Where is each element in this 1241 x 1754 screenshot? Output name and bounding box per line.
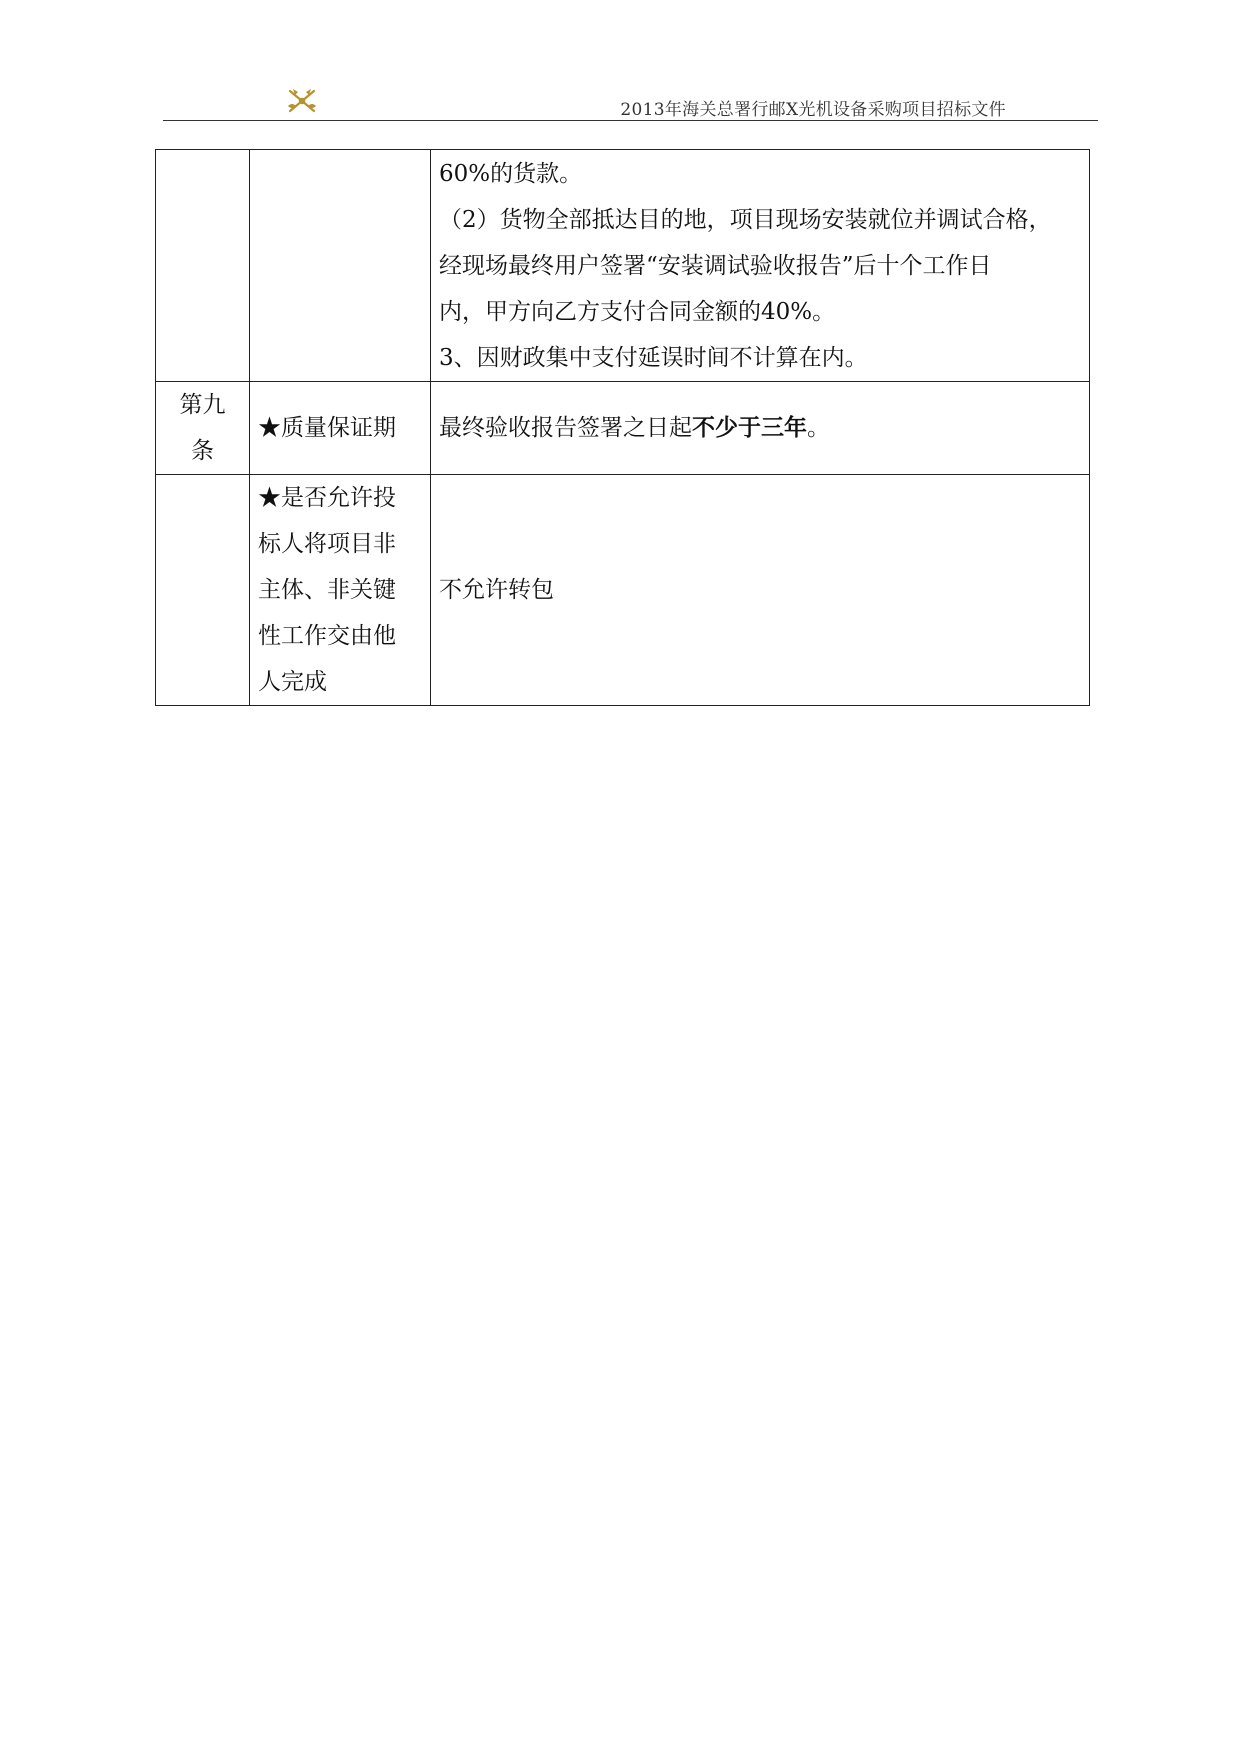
content-emphasis: 不少于三年 — [692, 415, 807, 441]
clause-item-cell: ★质量保证期 — [250, 382, 431, 475]
table-row — [156, 150, 1090, 382]
item-line: 主体、非关键 — [258, 577, 396, 603]
page-header — [163, 84, 1098, 121]
terms-table — [155, 149, 1090, 706]
item-line: 人完成 — [258, 669, 327, 695]
clause-item-cell — [250, 475, 431, 706]
clause-number-cell — [156, 382, 250, 475]
content-line: 60%的货款。 — [439, 160, 583, 187]
document-title: 2013年海关总署行邮X光机设备采购项目招标文件 — [620, 100, 1006, 120]
clause-number-cell — [156, 475, 250, 706]
clause-content-cell — [431, 150, 1090, 382]
content-text: 最终验收报告签署之日起 — [439, 415, 692, 441]
clause-number-cell — [156, 150, 250, 382]
clause-item-cell — [250, 150, 431, 382]
clause-number-line: 条 — [191, 438, 214, 464]
clause-number-line: 第九 — [179, 392, 226, 418]
item-line: 标人将项目非 — [258, 531, 396, 557]
customs-emblem-icon — [285, 86, 319, 116]
content-line: 内，甲方向乙方支付合同金额的40%。 — [439, 298, 836, 325]
table-row — [156, 382, 1090, 475]
content-line: （2）货物全部抵达目的地，项目现场安装就位并调试合格， — [439, 206, 1052, 233]
content-line: 经现场最终用户签署“安装调试验收报告”后十个工作日 — [439, 252, 992, 279]
content-line: 3、因财政集中支付延误时间不计算在内。 — [439, 344, 868, 371]
item-line: 性工作交由他 — [258, 623, 396, 649]
clause-content-cell: 不允许转包 — [431, 475, 1090, 706]
content-text: 。 — [807, 415, 830, 441]
table-row — [156, 475, 1090, 706]
clause-content-cell — [431, 382, 1090, 475]
item-line: ★是否允许投 — [258, 485, 396, 511]
